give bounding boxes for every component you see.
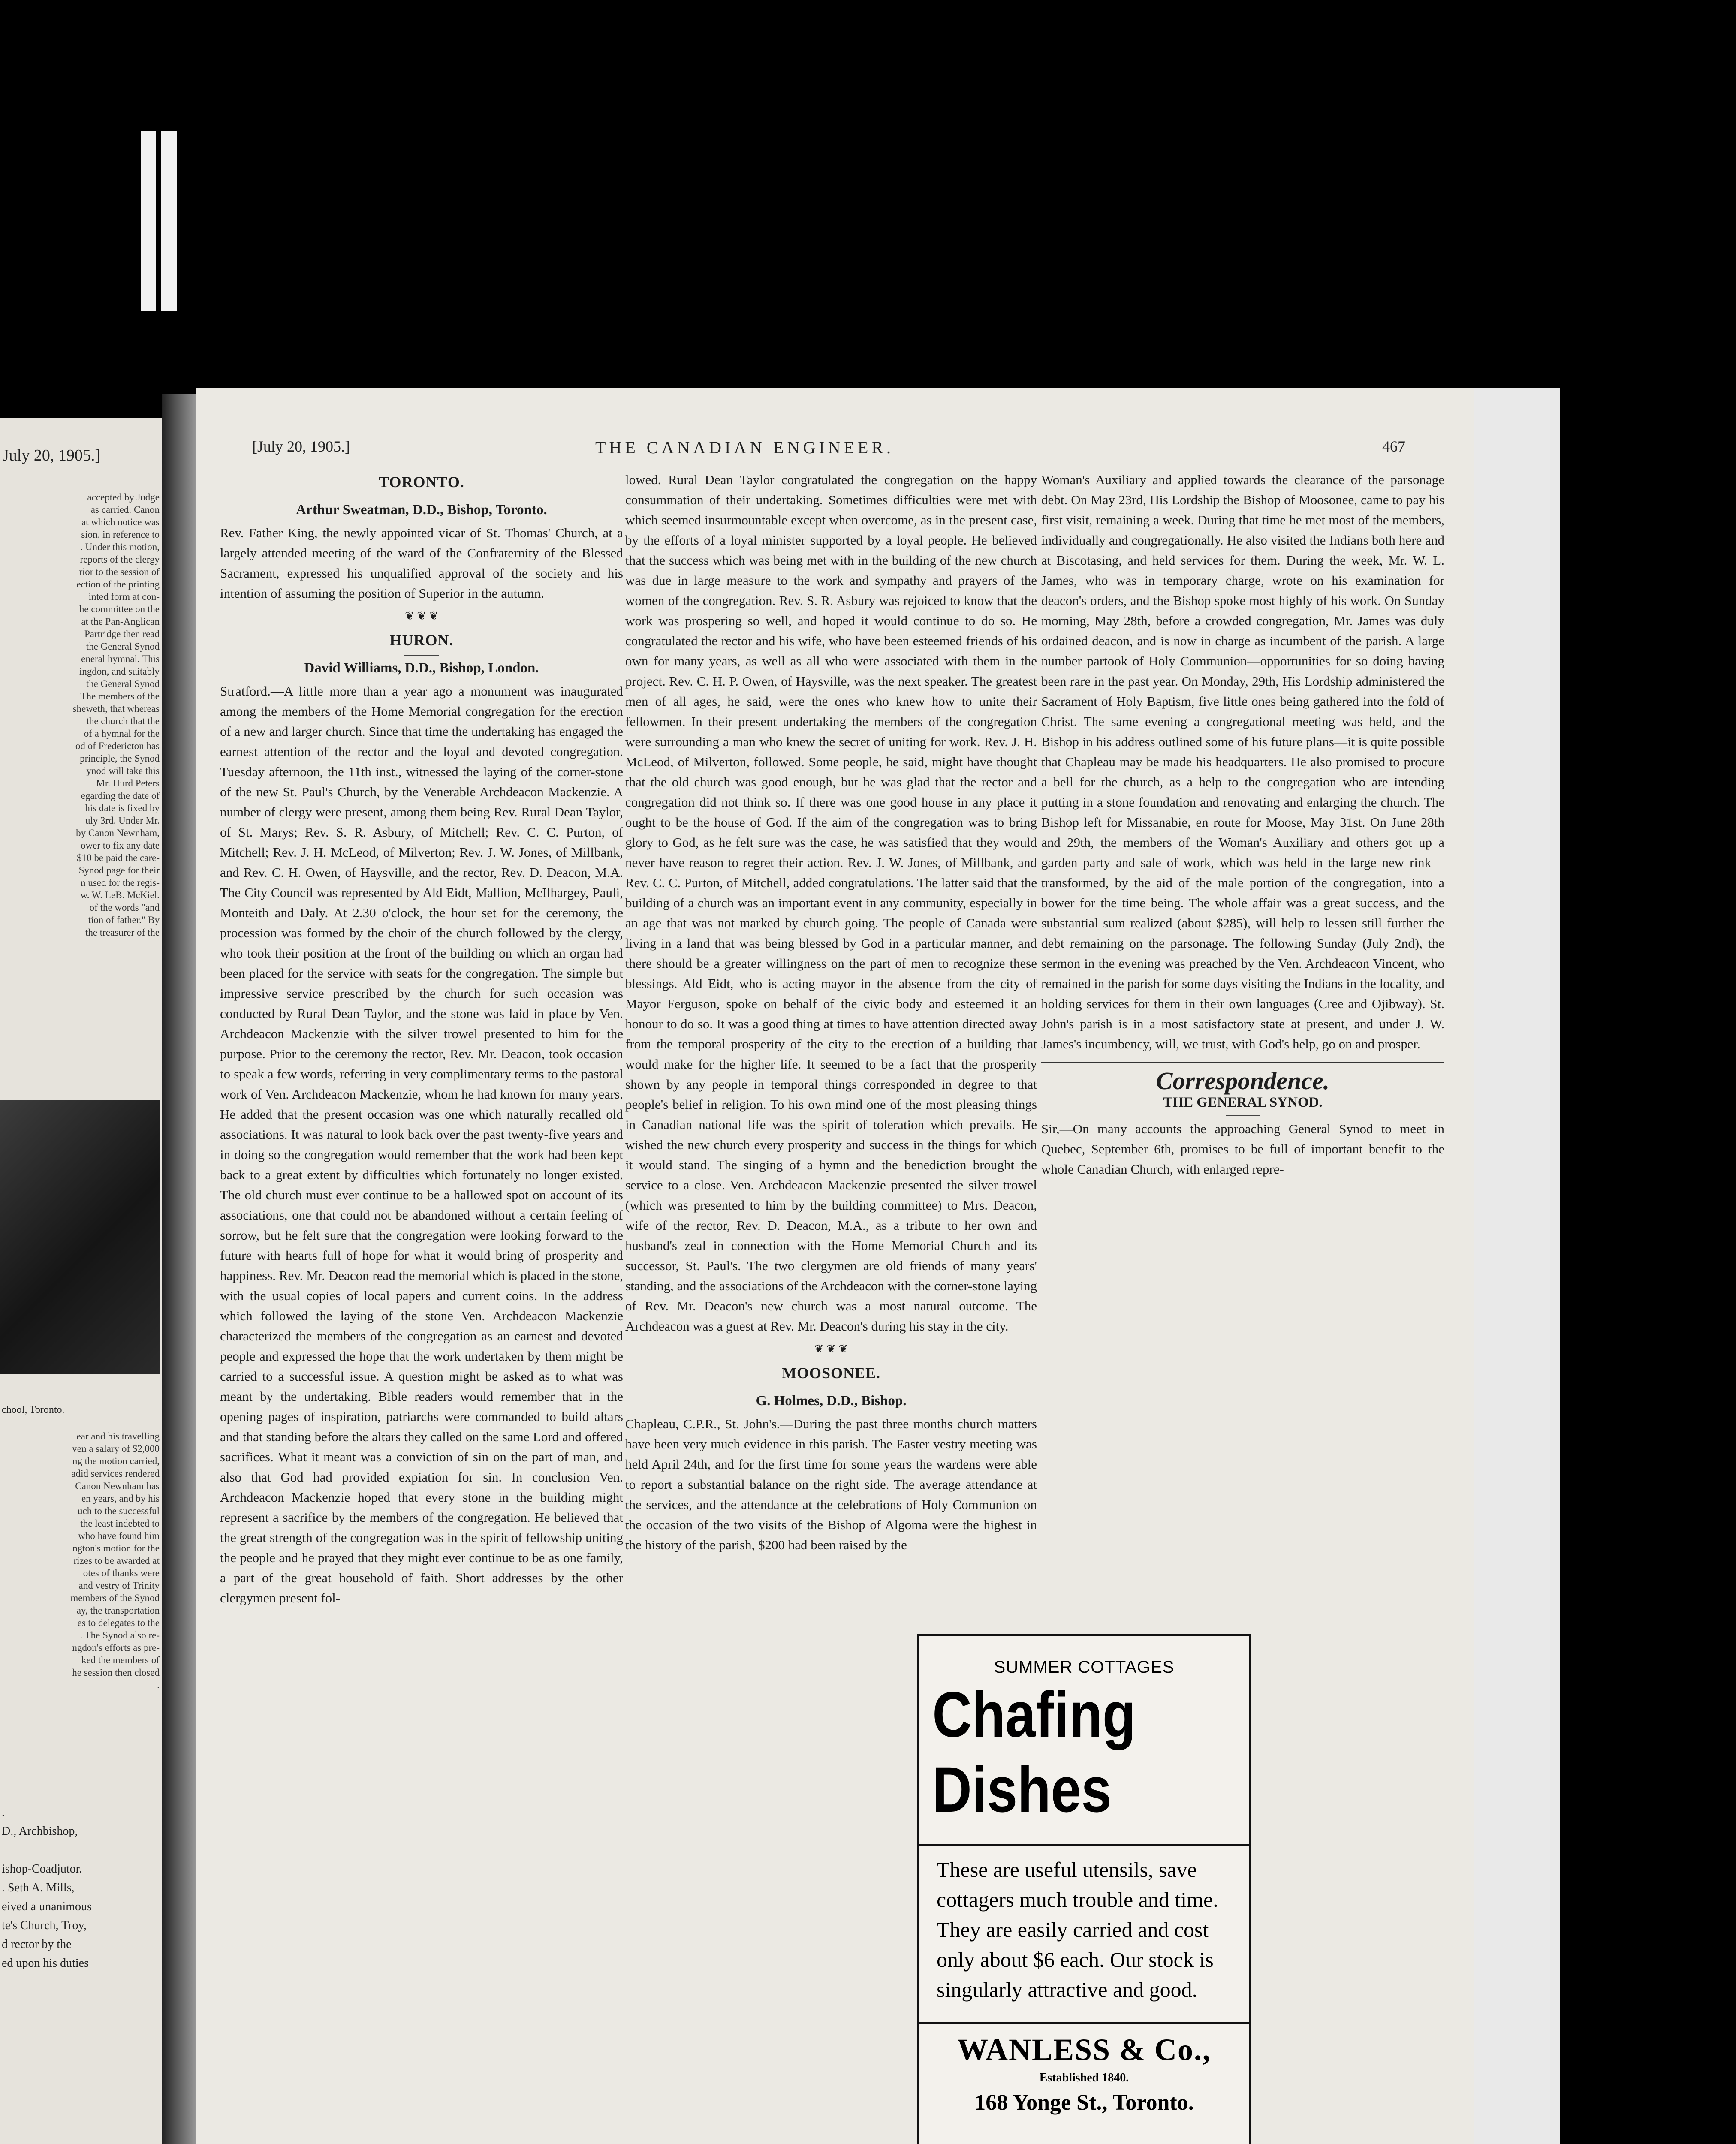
section-subtitle-general-synod: THE GENERAL SYNOD. <box>1163 1095 1323 1110</box>
advertisement-wanless <box>917 1634 1251 2144</box>
left-page-text-2: ear and his travelling ven a salary of $2,000 ng the motion carried, adid services rendered Canon Newnham has en years, and by his uch to the successful the least indebted to who have found him ngton's motion for the rizes to be awarded at otes of thanks were and vestry of Trinity members of the Synod ay, the transportation es to delegates to the . The Synod also re- ngdon's efforts as pre- ked the members of he session then closed . <box>70 1431 160 1690</box>
section-title-toronto: TORONTO. <box>379 473 464 491</box>
section-title-huron: HURON. <box>389 632 454 649</box>
ad-headline-2: Dishes <box>932 1753 1112 1825</box>
ad-address: 168 Yonge St., Toronto. <box>974 2090 1194 2115</box>
column-3 <box>1041 470 1444 1180</box>
column-2 <box>625 470 1037 1556</box>
bishop-line-toronto: Arthur Sweatman, D.D., Bishop, Toronto. <box>296 502 547 518</box>
ornament-divider: ❦ ❦ ❦ <box>404 610 439 622</box>
title-rule <box>404 655 439 656</box>
photo-caption: chool, Toronto. <box>2 1404 65 1415</box>
paragraph-toronto: Rev. Father King, the newly appointed vicar of St. Thomas' Church, at a largely attended meeting of the ward of the Confraternity of the Blessed Sacrament, expressed his unqualified approval of the society and his intention of assuming the position of Superior in the autumn. <box>220 525 623 601</box>
running-head-title: THE CANADIAN ENGINEER. <box>595 438 895 457</box>
paragraph-stratford: Stratford.—A little more than a year ago a monument was inaugurated among the members of the Home Memorial congregation for the erection of a new and larger church. Since that time the undertaking has engaged the earnest attention of the rector and the loyal and devoted congregation. Tuesday afternoon, the 11th inst., witnessed the laying of the corner-stone of the new St. Paul's Church, by the Venerable Archdeacon Mackenzie. A number of clergy were present, among them being Rev. Rural Dean Taylor, of St. Marys; Rev. S. R. Asbury, of Mitchell; Rev. C. C. Purton, of Mitchell; Rev. J. H. McLeod, of Milverton; Rev. J. W. Jones, of Millbank, and Rev. C. H. Owen, of Haysville, and the rector, Rev. D. Deacon, M.A. The City Council was represented by Ald Eidt, Mallion, McIlhargey, Pauli, Monteith and Daly. At 2.30 o'clock, the hour set for the ceremony, the procession was formed by the choir of the church followed by the clergy, who took their position at the front of the building on which an organ had been placed for the service with seats for the congregation. The simple but impressive service prescribed by the church for such occasion was conducted by Rural Dean Taylor, and the stone was laid in place by Ven. Archdeacon Mackenzie with the silver trowel presented to him for the purpose. Prior to the ceremony the rector, Rev. Mr. Deacon, took occasion to speak a few words, referring in very complimentary terms to the pastoral work of Ven. Archdeacon Mackenzie, whom he had known for many years. He added that the present occasion was one which naturally recalled old associations. It was natural to look back over the past twenty-five years and in doing so the congregation would remember that the work had been kept back to a great extent by difficulties which fortunately no longer existed. The old church must ever continue to be a hallowed spot on account of its associations, one that could not be abandoned without a certain feeling of sorrow, but he felt sure that the congregation were looking forward to the future with hearts full of hope for what it would bring of prosperity and happiness. Rev. Mr. Deacon read the memorial which is placed in the stone, with the usual copies of local papers and current coins. In the address which followed the laying of the stone Ven. Archdeacon Mackenzie characterized the members of the congregation as an earnest and devoted people and expressed the hope that the work undertaken by them might be carried to a successful issue. A question might be asked as to what was meant by the undertaking. Bible readers would remember that in the opening pages of inspiration, patriarchs were commanded to build altars and that standing before the altars they called on the same Lord and offered sacrifices. What it meant was a conviction of sin on the part of man, and also that God had provided expiation for sin. In conclusion Ven. Archdeacon Mackenzie hoped that every stone in the building might represent a sacrifice by the members of the congregation. He believed that the great strength of the congregation was in the spirit of fellowship uniting the people and he prayed that they might ever continue to be as one family, a part of the great household of faith. Short addresses by the other clergymen present fol- <box>220 684 623 1605</box>
section-title-moosonee: MOOSONEE. <box>781 1364 881 1382</box>
title-rule <box>1226 1115 1260 1116</box>
left-page-text-1: accepted by Judge as carried. Canon at which notice was sion, in reference to . Under this motion, reports of the clergy rior to the session of ection of the printing inted form at con- he committee on the at the Pan-Anglican Partridge then read the General Synod eneral hymnal. This ingdon, and suitably the General Synod The members of the sheweth, that whereas the church that the of a hymnal for the od of Fredericton has principle, the Synod ynod will take this Mr. Hurd Peters egarding the date of his date is fixed by uly 3rd. Under Mr. by Canon Newnham, ower to fix any date $10 be paid the care- Synod page for their n used for the regis- w. W. LeB. McKiel. of the words "and tion of father." By the treasurer of the <box>72 492 160 938</box>
paragraph-auxiliary: Woman's Auxiliary and applied towards the clearance of the parsonage debt. On May 23rd, His Lordship the Bishop of Moosonee, came to pay his first visit, remaining a week. During that time he met most of the members, individually and congregationally. He also visited the Indians both here and at Biscotasing, and held services for them. During the week, Mr. W. L. James, who was in temporary charge, wrote on his examination for deacon's orders, and the Bishop spoke most highly of his work. On Sunday morning, May 28th, before a crowded congregation, Mr. James was duly ordained deacon, and is now in charge as incumbent of the parish. A large number partook of Holy Communion—opportunities for so doing having been rare in the past year. On Monday, 29th, His Lordship administered the Sacrament of Holy Baptism, five little ones being gathered into the fold of Christ. The same evening a congregational meeting was held, and the Bishop in his address outlined some of his future plans—it is quite possible that Chapleau may be made his headquarters. He also promised to procure a bell for the church, as a help to the congregation who are intending putting in a stone foundation and renovating and enlarging the church. The Bishop left for Missanabie, en route for Moose, May 31st. On June 28th and 29th, the members of the Woman's Auxiliary and others got up a garden party and sale of work, which was held in the large new rink—transformed, by the aid of the male portion of the congregation, into a bower for the time being. The whole affair was a great success, and the substantial sum realized (about $285), will help to lessen still further the debt remaining on the parsonage. The following Sunday (July 2nd), the sermon in the evening was preached by the Ven. Archdeacon Vincent, who remained in the parish for some days visiting the Indians in the locality, and holding services for them in their own languages (Cree and Ojibway). St. John's parish is in a most satisfactory state at present, and under J. W. James's incumbency, will, we trust, with God's help, go on and prosper. <box>1041 472 1444 1051</box>
ornament-divider: ❦ ❦ ❦ <box>814 1343 848 1355</box>
book-gutter <box>162 394 196 2144</box>
page-edges <box>1474 388 1560 2144</box>
paragraph-continued: lowed. Rural Dean Taylor congratulated the congregation on the happy consummation of their undertaking. Sometimes difficulties were met with which seemed insurmountable except when overcome, as in the present case, by the efforts of a loyal minister supported by a loyal people. He believed that the success which was being met with in the building of the new church was due in large measure to the work and sympathy and prayers of the women of the congregation. Rev. S. R. Asbury was rejoiced to know that the work was prospering so well, and hoped it would continue to do so. He congratulated the rector and his wife, who have been esteemed friends of his own for many years, as well as all who were associated with them in the project. Rev. C. H. P. Owen, of Haysville, was the next speaker. The greatest men of all ages, he said, were the ones who knew how to unite their fellowmen. In their present undertaking the members of the congregation were surrounding a man who knew the secret of uniting for work. Rev. J. H. McLeod, of Milverton, followed. Some people, he said, might have thought that the old church was good enough, but he was glad that the rector and congregation did not think so. If there was one good house in any place it ought to be the house of God. If the aim of the congregation was to bring glory to God, as he felt sure was the case, he was satisfied that they would never have reason to regret their action. Rev. J. W. Jones, of Millbank, and Rev. C. C. Purton, of Mitchell, added congratulations. The latter said that the building of a church was an important event in any community, especially in an age that was not marked by church going. The people of Canada were living in a land that was being blessed by God in a particular manner, and there should be a greater willingness on the part of men to recognize these blessings. Ald Eidt, who is acting mayor in the absence from the city of Mayor Ferguson, spoke on behalf of the civic body and esteemed it an honour to do so. It was a good thing at times to have attention directed away from the temporal prosperity of the city to the erection of a building that would make for the higher life. It seemed to be a fact that the prosperity shown by any people in temporal things corresponded in degree to that people's belief in religion. To his own mind one of the most pleasing things in Canadian national life was the spirit of toleration which prevails. He wished the new church every prosperity and success in the things for which it would stand. The singing of a hymn and the benediction brought the service to a close. Ven. Archdeacon Mackenzie presented the silver trowel (which was presented to him by the building committee) to Mrs. Deacon, wife of the rector, Rev. D. Deacon, M.A., as a tribute to her own and husband's zeal in connection with the Home Memorial Church and its successor, St. Paul's. The two clergymen are old friends of many years' standing, and the associations of the Archdeacon with the corner-stone laying of Rev. Mr. Deacon's new church was a most natural outcome. The Archdeacon was a guest at Rev. Mr. Deacon's during his stay in the city. <box>625 472 1037 1334</box>
running-head-date: [July 20, 1905.] <box>252 438 350 455</box>
bishop-line-moosonee: G. Holmes, D.D., Bishop. <box>756 1393 907 1409</box>
film-perforation-top <box>141 131 156 311</box>
ad-company-name: WANLESS & Co., <box>957 2033 1212 2067</box>
section-title-correspondence: Correspondence. <box>1156 1067 1330 1095</box>
ad-rule <box>919 2022 1249 2024</box>
film-perforation-top-2 <box>161 131 177 311</box>
bishop-line-huron: David Williams, D.D., Bishop, London. <box>304 660 539 676</box>
paragraph-letter: Sir,—On many accounts the approaching General Synod to meet in Quebec, September 6th, promises to be full of important benefit to the whole Canadian Church, with enlarged repre- <box>1041 1121 1444 1177</box>
ad-kicker: SUMMER COTTAGES <box>994 1658 1175 1677</box>
page-number: 467 <box>1382 438 1405 455</box>
group-photograph <box>0 1100 160 1374</box>
column-rule <box>1041 1062 1444 1063</box>
ad-established: Established 1840. <box>1039 2071 1129 2084</box>
left-page-text-3: . D., Archbishop, ishop-Coadjutor. . Seth A. Mills, eived a unanimous te's Church, Troy, d rector by the ed upon his duties <box>2 1806 92 1970</box>
left-page-fragment <box>0 418 162 2144</box>
paragraph-chapleau: Chapleau, C.P.R., St. John's.—During the past three months church matters have been very much evidence in this parish. The Easter vestry meeting was held April 24th, and for the first time for some years the wardens were able to report a substantial balance on the right side. The average attendance at the services, and the attendance at the celebrations of Holy Communion on the occasion of the two visits of the Bishop of Algoma were the highest in the history of the parish, $200 had been raised by the <box>625 1416 1037 1552</box>
ad-headline-1: Chafing <box>932 1678 1136 1750</box>
ad-body-text: These are useful utensils, save cottagers much trouble and time. They are easily carried and cost only about $6 each. Our stock is singularly attractive and good. <box>937 1858 1218 2002</box>
page-467 <box>196 388 1474 2144</box>
column-1 <box>220 470 623 1609</box>
left-page-header: July 20, 1905.] <box>3 446 100 464</box>
